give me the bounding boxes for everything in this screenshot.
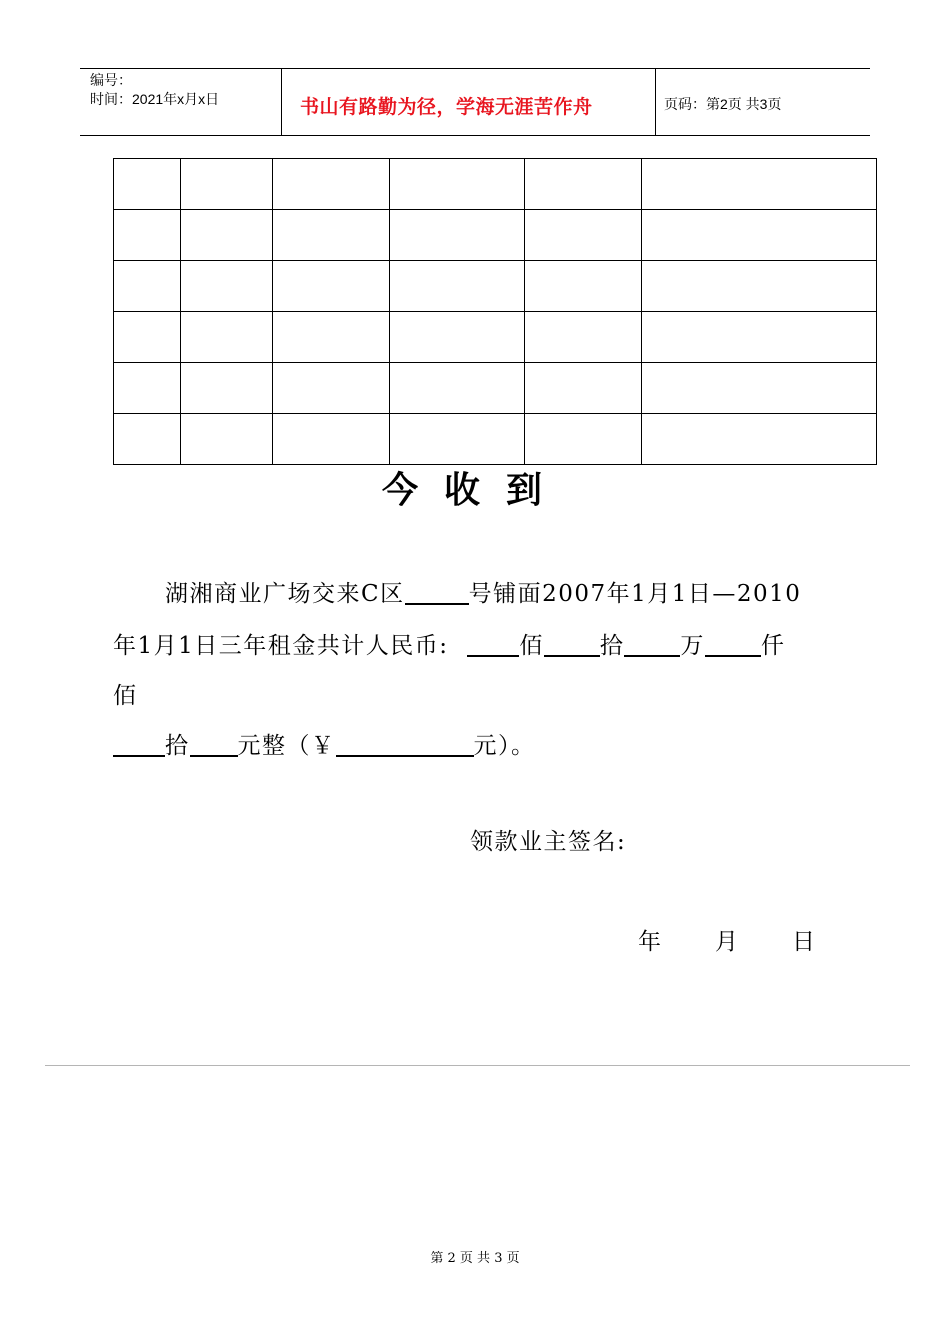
receipt-line-1 [165, 575, 801, 608]
receipt-line-2 [113, 627, 785, 660]
table-cell [114, 210, 181, 261]
table-cell [642, 414, 877, 465]
table-cell [642, 210, 877, 261]
table-cell [525, 210, 642, 261]
unit-shi-2: 拾 [165, 733, 190, 759]
table-cell [114, 414, 181, 465]
table-cell [181, 312, 273, 363]
amount-figure-blank[interactable] [336, 731, 474, 757]
header-motto: 书山有路勤为径，学海无涯苦作舟 [300, 96, 593, 118]
amount-shi-blank[interactable] [113, 731, 165, 757]
table-cell [525, 159, 642, 210]
table-cell [390, 159, 525, 210]
receipt-line-2-start: 年1月1日三年租金共计人民币: [113, 633, 449, 659]
unit-bai: 佰 [519, 633, 544, 659]
table-row [114, 312, 877, 363]
table-cell [181, 414, 273, 465]
table-cell [525, 363, 642, 414]
unit-yuan-end: 元）。 [473, 733, 536, 759]
header-divider-right [655, 68, 656, 136]
table-row [114, 261, 877, 312]
header-time-label: 时间：2021年x月x日 [90, 91, 220, 107]
table-cell [642, 363, 877, 414]
header-top-rule [80, 68, 870, 69]
date-month: 月 [715, 929, 740, 955]
page-footer: 第 2 页 共 3 页 [430, 1251, 520, 1266]
receipt-line-4 [113, 727, 536, 760]
table-cell [525, 312, 642, 363]
signature-label: 领款业主签名: [470, 829, 627, 855]
table-cell [114, 159, 181, 210]
header-page-label: 页码：第2页 共3页 [664, 96, 782, 112]
table-cell [273, 261, 390, 312]
table-cell [390, 261, 525, 312]
table-cell [181, 363, 273, 414]
amount-wan-blank[interactable] [624, 631, 680, 657]
table-row [114, 414, 877, 465]
table-row [114, 159, 877, 210]
table-cell [273, 414, 390, 465]
table-cell [390, 210, 525, 261]
table-cell [273, 210, 390, 261]
shop-number-blank[interactable] [405, 579, 469, 605]
table-cell [642, 312, 877, 363]
table-cell [114, 312, 181, 363]
receipt-line-1-start: 湖湘商业广场交来C区 [165, 581, 405, 607]
amount-qian-blank[interactable] [705, 631, 761, 657]
amount-shi-wan-blank[interactable] [544, 631, 600, 657]
header-number-label: 编号： [90, 72, 132, 88]
table-cell [525, 414, 642, 465]
table-cell [390, 414, 525, 465]
table-cell [114, 363, 181, 414]
table-cell [390, 312, 525, 363]
table-cell [181, 210, 273, 261]
receipt-line-1-end: 号铺面2007年1月1日—2010 [468, 581, 802, 607]
unit-qian: 仟 [760, 633, 786, 659]
table-cell [181, 261, 273, 312]
date-day: 日 [792, 929, 817, 955]
amount-yuan-blank[interactable] [190, 731, 238, 757]
table-cell [642, 261, 877, 312]
unit-shi: 拾 [599, 633, 625, 659]
receipt-line-3: 佰 [113, 683, 138, 709]
unit-wan: 万 [680, 633, 705, 659]
table-cell [273, 312, 390, 363]
table-row [114, 363, 877, 414]
table-cell [273, 363, 390, 414]
date-year: 年 [638, 929, 663, 955]
table-row [114, 210, 877, 261]
table-cell [390, 363, 525, 414]
table-cell [525, 261, 642, 312]
amount-bai-wan-blank[interactable] [467, 631, 519, 657]
blank-table [113, 158, 877, 465]
unit-yuan-zheng: 元整（￥ [237, 733, 336, 759]
table-cell [273, 159, 390, 210]
table-cell [181, 159, 273, 210]
table-cell [642, 159, 877, 210]
header-bottom-rule [80, 135, 870, 136]
page-separator [45, 1065, 910, 1066]
receipt-title: 今收到 [381, 469, 568, 511]
header-divider-left [281, 68, 282, 136]
table-cell [114, 261, 181, 312]
